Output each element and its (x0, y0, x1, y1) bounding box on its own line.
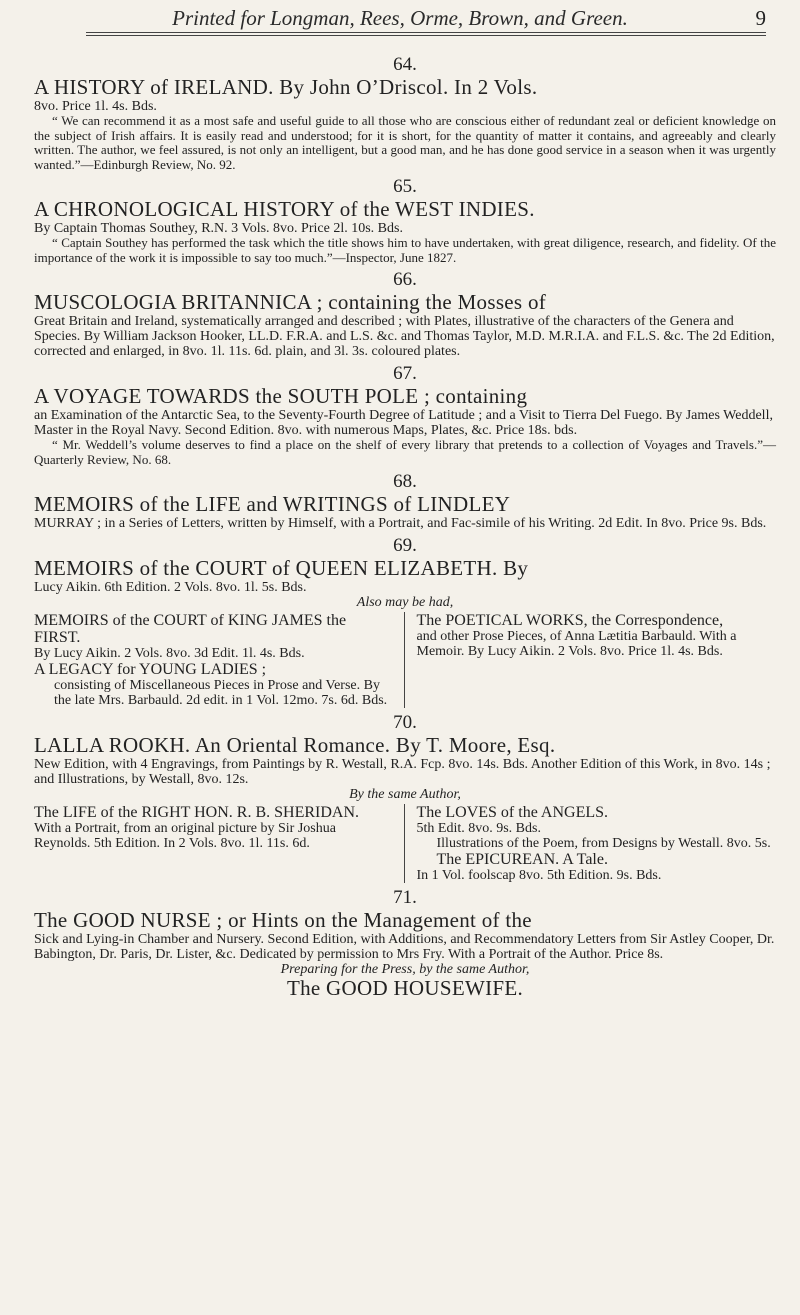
entry-text: an Examination of the Antarctic Sea, to the Seventy-Fourth Degree of Latitude ; and a Visit to Tierra Del Fuego. By James Weddell, Master in the Royal Navy. Second Edition. 8vo. with numerous Maps, Plates, &c. Price 18s. bds. (34, 408, 773, 438)
entry-title: A CHRONOLOGICAL HISTORY of the WEST INDIES. (34, 197, 535, 221)
left-column (34, 612, 405, 708)
column-title: The LOVES of the ANGELS. (416, 804, 609, 821)
column-text: and other Prose Pieces, of Anna Lætitia Barbauld. With a Memoir. By Lucy Aikin. 2 Vols. 8vo. Price 1l. 4s. Bds. (416, 629, 737, 659)
entry-69 (34, 535, 776, 708)
column-title: The POETICAL WORKS, the Correspondence, (416, 612, 724, 629)
entry-line: By Captain Thomas Southey, R.N. 3 Vols. 8vo. Price 2l. 10s. Bds. (34, 221, 403, 236)
entry-title: MUSCOLOGIA BRITANNICA ; containing the Mosses of (34, 290, 547, 314)
catalogue-content (34, 50, 776, 1000)
entry-number: 64. (393, 54, 417, 75)
also-may-be-had: Also may be had, (356, 595, 454, 610)
column-title: The LIFE of the RIGHT HON. R. B. SHERIDAN. (34, 804, 360, 821)
left-column (34, 804, 405, 883)
column-text: With a Portrait, from an original picture by Sir Joshua Reynolds. 5th Edition. In 2 Vols. 8vo. 1l. 11s. 6d. (34, 821, 336, 851)
entry-number: 70. (393, 712, 417, 733)
entry-quote: “ Mr. Weddell’s volume deserves to find a place on the shelf of every library that pretends to a collection of Voyages and Travels.”—Quarterly Review, No. 68. (34, 437, 776, 467)
column-text: In 1 Vol. foolscap 8vo. 5th Edition. 9s. Bds. (416, 868, 662, 883)
entry-65 (34, 176, 776, 265)
entry-number: 66. (393, 269, 417, 290)
entry-quote: “ We can recommend it as a most safe and useful guide to all those who are conscious either of redundant zeal or deficient knowledge on the subject of Irish affairs. It is easily read and understood; for it is short, for the quantity of matter it contains, and agreeably and clearly written. The author, we feel assured, is not only an intelligent, but a good man, and he has done good service in a season when it was urgently wanted.”—Edinburgh Review, No. 92. (34, 113, 776, 172)
header-rule-bottom (86, 35, 766, 36)
entry-number: 67. (393, 363, 417, 384)
entry-title: LALLA ROOKH. An Oriental Romance. By T. Moore, Esq. (34, 733, 556, 757)
entry-line: 8vo. Price 1l. 4s. Bds. (34, 99, 157, 114)
entry-title: MEMOIRS of the COURT of QUEEN ELIZABETH. By (34, 556, 529, 580)
column-text: Illustrations of the Poem, from Designs by Westall. 8vo. 5s. (436, 836, 771, 851)
header-rule-top (86, 32, 766, 33)
entry-71 (34, 887, 776, 1000)
entry-quote: “ Captain Southey has performed the task which the title shows him to have undertaken, with great diligence, research, and fidelity. Of the importance of the work it is impossible to say too much.”—Inspector, June 1827. (34, 235, 776, 265)
entry-text: New Edition, with 4 Engravings, from Paintings by R. Westall, R.A. Fcp. 8vo. 14s. Bds. Another Edition of this Work, in 8vo. 14s ; and Illustrations, by Westall, 8vo. 12s. (34, 757, 771, 787)
entry-line: Lucy Aikin. 6th Edition. 2 Vols. 8vo. 1l. 5s. Bds. (34, 580, 307, 595)
right-column (417, 804, 777, 883)
entry-text: MURRAY ; in a Series of Letters, written by Himself, with a Portrait, and Fac-simile of his Writing. 2d Edit. In 8vo. Price 9s. Bds. (34, 516, 767, 531)
two-column-listing (34, 612, 776, 708)
column-title: The EPICUREAN. A Tale. (436, 851, 608, 868)
column-title: A LEGACY for YOUNG LADIES ; (34, 661, 267, 678)
column-text: consisting of Miscellaneous Pieces in Prose and Verse. By the late Mrs. Barbauld. 2d edit. in 1 Vol. 12mo. 7s. 6d. Bds. (54, 678, 388, 708)
entry-64 (34, 54, 776, 172)
column-title: MEMOIRS of the COURT of KING JAMES the FIRST. (34, 612, 347, 646)
column-text: By Lucy Aikin. 2 Vols. 8vo. 3d Edit. 1l. 4s. Bds. (34, 646, 305, 661)
entry-66 (34, 269, 776, 359)
entry-number: 68. (393, 471, 417, 492)
column-text: 5th Edit. 8vo. 9s. Bds. (416, 821, 541, 836)
entry-68 (34, 471, 776, 531)
preparing-note: Preparing for the Press, by the same Author, (280, 962, 530, 977)
entry-number: 65. (393, 176, 417, 197)
entry-title: The GOOD NURSE ; or Hints on the Management of the (34, 908, 532, 932)
right-column (417, 612, 777, 708)
forthcoming-title: The GOOD HOUSEWIFE. (286, 976, 524, 1000)
entry-67 (34, 363, 776, 467)
entry-text: Great Britain and Ireland, systematically arranged and described ; with Plates, illustrative of the characters of the Genera and Species. By William Jackson Hooker, LL.D. F.R.A. and L.S. &c. and Thomas Taylor, M.D. M.R.I.A. and F.L.S. &c. The 2d Edition, corrected and enlarged, in 8vo. 1l. 11s. 6d. plain, and 3l. 3s. coloured plates. (34, 314, 775, 359)
entry-title: A VOYAGE TOWARDS the SOUTH POLE ; containing (34, 384, 528, 408)
by-same-author: By the same Author, (349, 787, 461, 802)
entry-70 (34, 712, 776, 883)
page-number: 9 (755, 6, 766, 30)
entry-text: Sick and Lying-in Chamber and Nursery. Second Edition, with Additions, and Recommendatory Letters from Sir Astley Cooper, Dr. Babington, Dr. Paris, Dr. Lister, &c. Dedicated by permission to Mrs Fry. With a Portrait of the Author. Price 8s. (34, 932, 775, 962)
entry-title: A HISTORY of IRELAND. By John O’Driscol. In 2 Vols. (34, 75, 538, 99)
entry-title: MEMOIRS of the LIFE and WRITINGS of LINDLEY (34, 492, 511, 516)
entry-number: 71. (393, 887, 417, 908)
two-column-listing (34, 804, 776, 883)
header-title: Printed for Longman, Rees, Orme, Brown, and Green. (172, 6, 628, 30)
entry-number: 69. (393, 535, 417, 556)
